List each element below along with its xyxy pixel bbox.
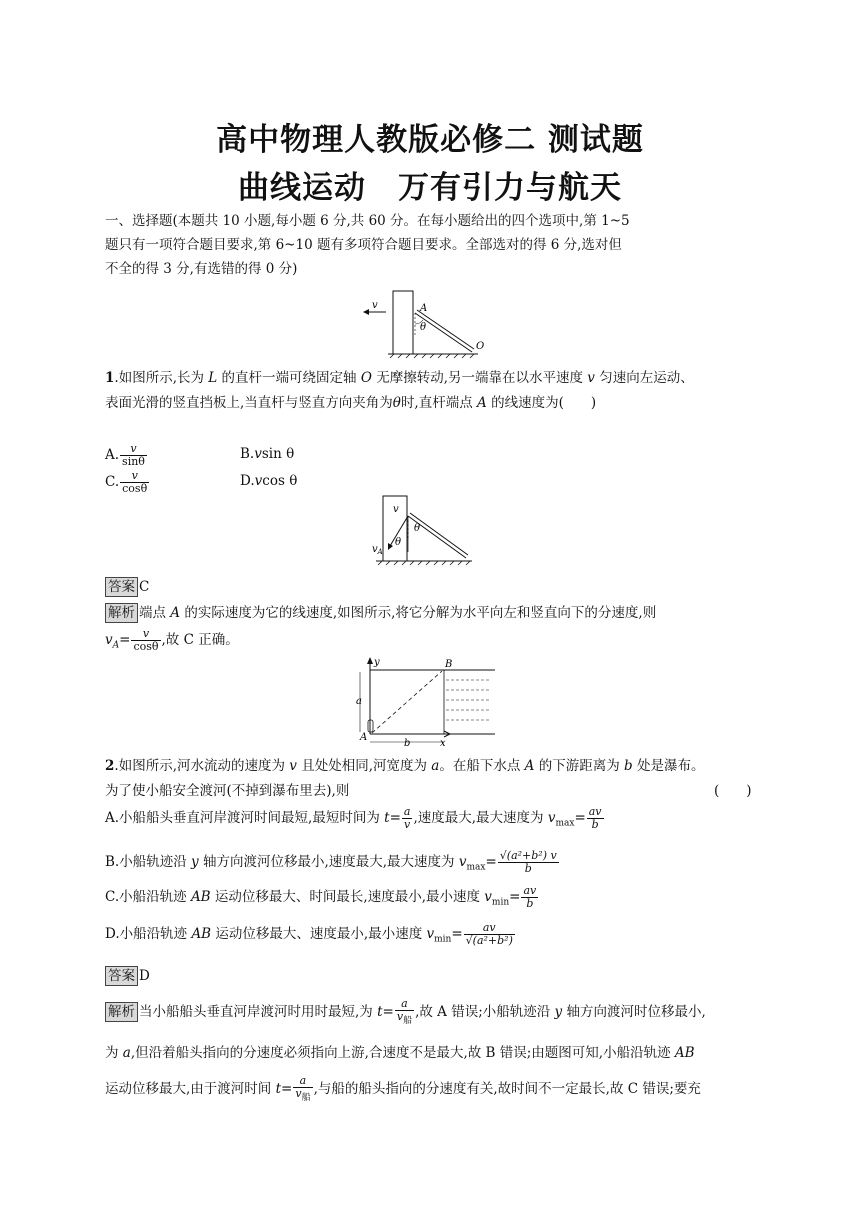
q1-line-2: 表面光滑的竖直挡板上,当直杆与竖直方向夹角为θ时,直杆端点 A 的线速度为( ) bbox=[105, 395, 597, 411]
q2-option-b: B.小船轨迹沿 y 轴方向渡河位移最小,速度最大,最大速度为 $v_{max}=$ $\frac{\text{√(a²+b²) v}}{b}$ bbox=[105, 849, 557, 875]
fig2-label-v: v bbox=[393, 504, 399, 515]
fig2-label-theta-1: θ bbox=[395, 537, 402, 548]
page-subtitle: 曲线运动 万有引力与航天 bbox=[238, 170, 622, 206]
q1-option-a: A. $\frac{v}{\sin\theta}$ bbox=[105, 442, 145, 468]
analysis-1-line-2: $v_A=$ $\frac{v}{\cos\theta}$ ,故 C 正确。 bbox=[105, 627, 239, 653]
q1-option-d: D.vcos θ bbox=[240, 473, 298, 489]
fig3-label-a: a bbox=[356, 696, 362, 707]
q2-option-c: C.小船沿轨迹 AB 运动位移最大、时间最长,速度最小,最小速度 $v_{min}=$ $\frac{av}{b}$ bbox=[105, 884, 537, 910]
fig3-label-b-point: B bbox=[445, 659, 453, 670]
section-line-1: 一、选择题(本题共 10 小题,每小题 6 分,共 60 分。在每小题给出的四个选项中,第 1~5 bbox=[105, 213, 630, 229]
figure-2-velocity-decomposition bbox=[368, 494, 478, 570]
q2-option-a: A.小船船头垂直河岸渡河时间最短,最短时间为 t= $\frac{a}{v}$ ,速度最大,最大速度为 $v_{max}=$ $\frac{av}{b}$ bbox=[105, 805, 602, 831]
section-line-2: 题只有一项符合题目要求,第 6~10 题有多项符合题目要求。全部选对的得 6 分,选对但 bbox=[105, 237, 622, 253]
analysis-2-line-2: 为 a,但沿着船头指向的分速度必须指向上游,合速度不是最大,故 B 错误;由题图可知,小船沿轨迹 AB bbox=[105, 1045, 695, 1061]
q2-line-1: 2.如图所示,河水流动的速度为 v 且处处相同,河宽度为 a。在船下水点 A 的下游距离为 b 处是瀑布。 bbox=[105, 758, 705, 774]
page-title: 高中物理人教版必修二 测试题 bbox=[216, 122, 644, 158]
section-line-3: 不全的得 3 分,有选错的得 0 分) bbox=[105, 261, 298, 277]
answer-tag: 答案 bbox=[105, 577, 138, 597]
q2-line-2: 为了使小船安全渡河(不掉到瀑布里去),则 bbox=[105, 783, 350, 799]
q2-answer-paren: ( ) bbox=[714, 783, 752, 799]
analysis-1-line-1: 解析 端点 A 的实际速度为它的线速度,如图所示,将它分解为水平向左和竖直向下的分速度,则 bbox=[105, 602, 656, 624]
answer-2: 答案 D bbox=[105, 965, 150, 987]
analysis-tag: 解析 bbox=[105, 1002, 138, 1022]
q2-option-d: D.小船沿轨迹 AB 运动位移最大、速度最小,最小速度 $v_{min}=$ $\frac{av}{\text{√(a²+b²)}}$ bbox=[105, 921, 513, 947]
fig2-label-theta-2: θ bbox=[414, 523, 421, 534]
fig1-label-o: O bbox=[476, 341, 485, 352]
fig3-label-b: b bbox=[404, 738, 411, 748]
q1-option-b: B.vsin θ bbox=[240, 446, 295, 462]
fig2-label-va: $v_A$ bbox=[372, 544, 383, 556]
q1-option-c: C. $\frac{v}{\cos\theta}$ bbox=[105, 469, 148, 495]
analysis-2-line-1: 解析 当小船船头垂直河岸渡河时用时最短,为 t= $\frac{a}{v_船}$ ,故 A 错误;小船轨迹沿 y 轴方向渡河时位移最小, bbox=[105, 998, 706, 1027]
fig1-label-v: v bbox=[372, 300, 378, 311]
figure-3-river-crossing bbox=[350, 656, 510, 748]
fig3-label-y: y bbox=[374, 657, 380, 668]
q1-line-1: 1.如图所示,长为 L 的直杆一端可绕固定轴 O 无摩擦转动,另一端靠在以水平速度 v 匀速向左运动、 bbox=[105, 370, 694, 386]
answer-1: 答案 C bbox=[105, 576, 149, 598]
fig3-label-x: x bbox=[440, 738, 446, 748]
fig1-label-a: A bbox=[420, 303, 428, 314]
analysis-tag: 解析 bbox=[105, 603, 138, 623]
figure-1-rod-wall bbox=[360, 288, 500, 360]
fig1-label-theta: θ bbox=[420, 322, 427, 333]
answer-tag: 答案 bbox=[105, 966, 138, 986]
analysis-2-line-3: 运动位移最大,由于渡河时间 t= $\frac{a}{v_船}$ ,与船的船头指向的分速度有关,故时间不一定最长,故 C 错误;要充 bbox=[105, 1074, 701, 1104]
fig3-label-a-point: A bbox=[360, 732, 368, 743]
